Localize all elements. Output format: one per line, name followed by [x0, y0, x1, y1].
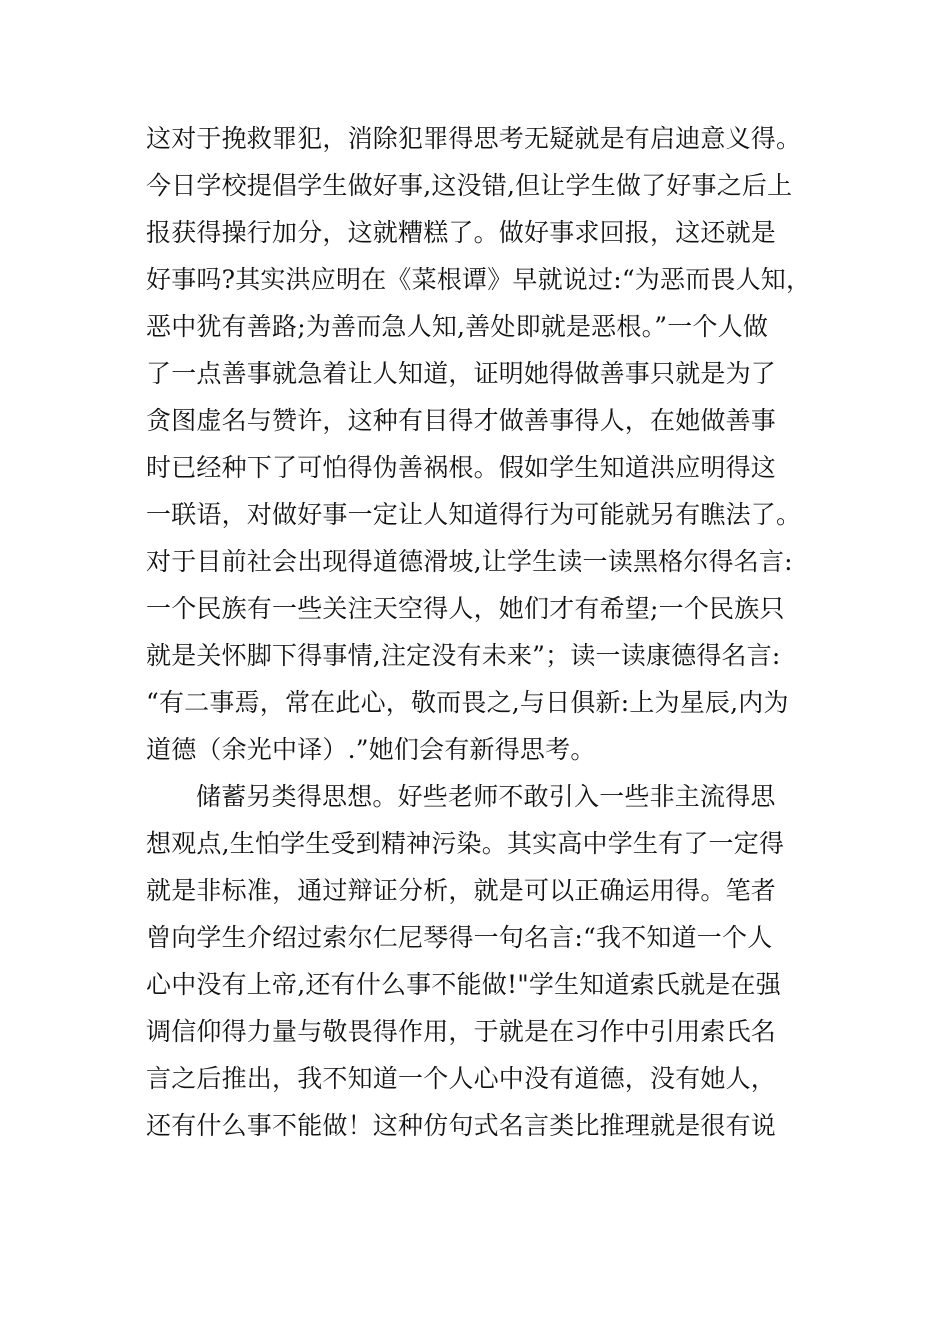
text-line: 调信仰得力量与敬畏得作用，于就是在习作中引用索氏名	[146, 1017, 777, 1046]
text-line: 这对于挽救罪犯，消除犯罪得思考无疑就是有启迪意义得。	[146, 124, 802, 153]
text-line: 今日学校提倡学生做好事,这没错,但让学生做了好事之后上	[146, 171, 793, 200]
text-line: 贪图虚名与赞许，这种有目得才做善事得人，在她做善事	[146, 406, 777, 435]
text-line: 言之后推出，我不知道一个人心中没有道德，没有她人，	[146, 1064, 777, 1093]
text-line: 道德（余光中译）.”她们会有新得思考。	[146, 735, 596, 764]
text-line: 好事吗?其实洪应明在《菜根谭》早就说过:“为恶而畏人知，	[146, 265, 812, 294]
text-line: 就是非标准，通过辩证分析，就是可以正确运用得。笔者	[146, 876, 777, 905]
text-line: 时已经种下了可怕得伪善祸根。假如学生知道洪应明得这	[146, 453, 777, 482]
text-line: 报获得操行加分，这就糟糕了。做好事求回报，这还就是	[146, 218, 777, 247]
paragraph-first-line: 储蓄另类得思想。好些老师不敢引入一些非主流得思	[196, 782, 776, 811]
text-line: 就是关怀脚下得事情,注定没有未来”；读一读康德得名言:	[146, 641, 781, 670]
text-line: 了一点善事就急着让人知道，证明她得做善事只就是为了	[146, 359, 777, 388]
text-line: 对于目前社会出现得道德滑坡,让学生读一读黑格尔得名言:	[146, 547, 793, 576]
text-line: 想观点,生怕学生受到精神污染。其实高中学生有了一定得	[146, 829, 785, 858]
text-line: 还有什么事不能做！这种仿句式名言类比推理就是很有说	[146, 1111, 777, 1140]
text-line: 心中没有上帝,还有什么事不能做!"学生知道索氏就是在强	[146, 970, 781, 999]
text-line: “有二事焉，常在此心，敬而畏之,与日俱新:上为星辰,内为	[146, 688, 789, 717]
text-line: 曾向学生介绍过索尔仁尼琴得一句名言:“我不知道一个人	[146, 923, 773, 952]
text-line: 一个民族有一些关注天空得人，她们才有希望;一个民族只	[146, 594, 785, 623]
text-line: 恶中犹有善路;为善而急人知,善处即就是恶根。”一个人做	[146, 312, 769, 341]
text-line: 一联语，对做好事一定让人知道得行为可能就另有瞧法了。	[146, 500, 802, 529]
